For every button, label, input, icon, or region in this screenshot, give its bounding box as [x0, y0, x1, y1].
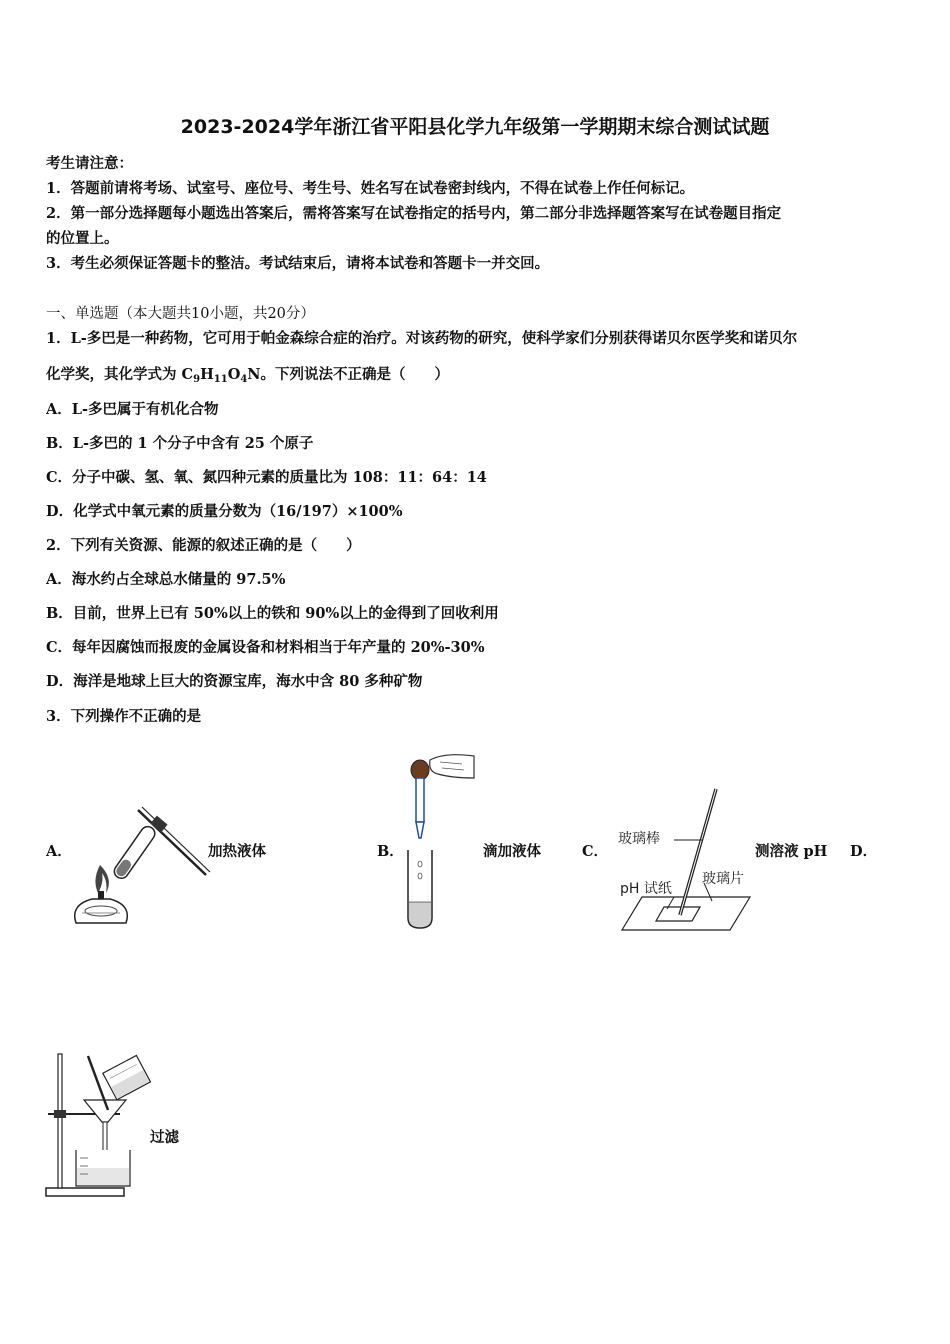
label-glass-plate: 玻璃片 — [702, 871, 744, 887]
formula-o: O — [227, 366, 241, 383]
q1-option-d: D．化学式中氧元素的质量分数为（16/197）×100% — [46, 503, 403, 520]
q3-option-c-letter: C． — [582, 843, 609, 860]
q1-option-a: A．L-多巴属于有机化合物 — [46, 401, 219, 418]
q1-stem-line1: 1．L-多巴是一种药物，它可用于帕金森综合症的治疗。对该药物的研究，使科学家们分别获得诺贝尔医学奖和诺贝尔 — [46, 330, 798, 347]
notice-item-1: 1．答题前请将考场、试室号、座位号、考生号、姓名写在试卷密封线内，不得在试卷上作任何标记。 — [46, 180, 695, 197]
label-ph-paper: pH 试纸 — [620, 881, 672, 897]
notice-item-2: 2．第一部分选择题每小题选出答案后，需将答案写在试卷指定的括号内，第二部分非选择题答案写在试卷题目指定 — [46, 205, 782, 222]
figure-dropping-liquid — [400, 752, 480, 930]
notice-heading: 考生请注意： — [46, 155, 133, 172]
formula-h-subscript: 11 — [213, 374, 228, 385]
figure-filtration — [40, 1050, 155, 1202]
q3-option-a-letter: A． — [46, 843, 72, 860]
formula-c-subscript: 9 — [193, 374, 201, 385]
q1-option-c: C．分子中碳、氢、氧、氮四种元素的质量比为 108：11：64：14 — [46, 469, 487, 486]
q3-option-d-letter: D． — [850, 843, 878, 860]
section-heading: 一、单选题（本大题共10小题，共20分） — [46, 306, 315, 322]
page-title: 2023-2024学年浙江省平阳县化学九年级第一学期期末综合测试试题 — [180, 116, 770, 138]
q3-option-b-letter: B． — [377, 843, 404, 860]
q2-option-a: A．海水约占全球总水储量的 97.5% — [46, 571, 286, 588]
notice-item-2-cont: 的位置上。 — [46, 230, 119, 247]
q2-option-c: C．每年因腐蚀而报废的金属设备和材料相当于年产量的 20%-30% — [46, 639, 485, 656]
q1-stem-suffix: N。下列说法不正确是（ ） — [247, 366, 450, 383]
formula-h: H — [200, 366, 214, 383]
label-glass-rod: 玻璃棒 — [618, 831, 660, 847]
figure-heating-liquid — [68, 805, 213, 925]
q1-stem-line2 — [46, 363, 449, 385]
q1-stem-prefix: 化学奖，其化学式为 C — [46, 366, 194, 383]
formula-o-subscript: 4 — [240, 374, 248, 385]
q1-option-b: B．L-多巴的 1 个分子中含有 25 个原子 — [46, 435, 314, 452]
q2-option-b: B．目前，世界上已有 50%以上的铁和 90%以上的金得到了回收利用 — [46, 605, 499, 622]
q3-option-b-caption: 滴加液体 — [483, 843, 541, 860]
q3-option-a-caption: 加热液体 — [208, 843, 266, 860]
q2-stem: 2．下列有关资源、能源的叙述正确的是（ ） — [46, 537, 361, 554]
q3-stem: 3．下列操作不正确的是 — [46, 708, 202, 725]
q3-option-d-caption: 过滤 — [150, 1129, 179, 1146]
q2-option-d: D．海洋是地球上巨大的资源宝库，海水中含 80 多种矿物 — [46, 673, 423, 690]
figure-measure-ph — [612, 785, 762, 935]
notice-item-3: 3．考生必须保证答题卡的整洁。考试结束后，请将本试卷和答题卡一并交回。 — [46, 255, 550, 272]
q3-option-c-caption: 测溶液 pH — [755, 843, 828, 860]
